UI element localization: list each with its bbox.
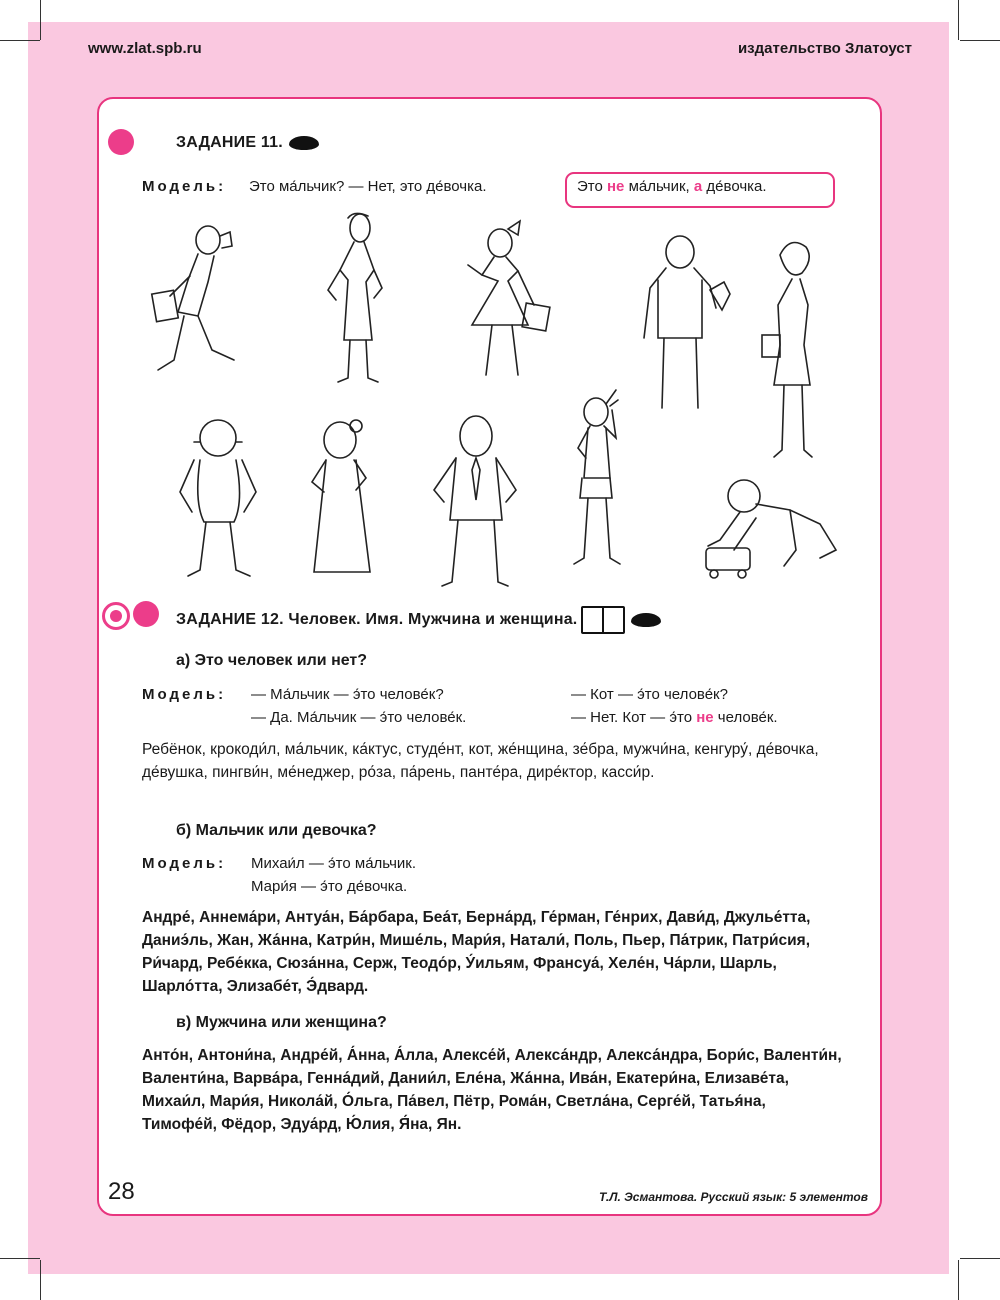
businessman-icon <box>424 410 524 590</box>
page-number: 28 <box>108 1178 135 1205</box>
crop-mark <box>958 0 959 40</box>
book-icon <box>581 606 625 634</box>
task12b-model-label: Модель: <box>142 855 227 872</box>
old-woman-icon <box>296 412 384 580</box>
task11-title: ЗАДАНИЕ 11. <box>176 134 319 152</box>
woman-dress-icon <box>318 210 388 385</box>
task12a-answer-2: — Нет. Кот — э́то не челове́к. <box>571 709 778 726</box>
task12b-example-2: Мари́я — э́то де́вочка. <box>251 878 408 895</box>
speaking-lips-icon <box>631 613 661 627</box>
speaking-lips-icon <box>289 136 319 150</box>
task12b-example-1: Михаи́л — э́то ма́льчик. <box>251 855 417 872</box>
task-bullet-icon <box>108 129 134 155</box>
boy-crawling-icon <box>700 470 840 580</box>
task12c-name-list: Анто́н, Антони́на, Андре́й, А́нна, А́лла, Алексе́й, Алекса́ндр, Алекса́ндра, Бори́с, Валенти́н, Валенти́на, Варва́ра, Генна́дий, Дании́л, Еле́на, Жа́нна, Ива́н, Екатери́на, Елизаве́та, Михаи́л, Мари́я, Никола́й, О́льга, Па́вел, Пётр, Рома́н, Светла́на, Серге́й, Татья́на, Тимофе́й, Фёдор, Эдуа́рд, Ю́лия, Я́на, Ян. <box>142 1047 842 1133</box>
crop-mark <box>0 40 40 41</box>
task-bullet-ring-icon <box>102 602 130 630</box>
task12a-question-1: — Ма́льчик — э́то челове́к? <box>251 686 444 703</box>
book-credit: Т.Л. Эсмантова. Русский язык: 5 элементов <box>599 1190 868 1204</box>
header-publisher: издательство Златоуст <box>737 40 912 57</box>
task-bullet-icon <box>133 601 159 627</box>
task11-model-answer: Это не ма́льчик, а де́вочка. <box>577 178 767 195</box>
crop-mark <box>40 0 41 40</box>
task12a-question-2: — Кот — э́то челове́к? <box>571 686 728 703</box>
crop-mark <box>960 1258 1000 1259</box>
header-url[interactable]: www.zlat.spb.ru <box>88 40 202 57</box>
girl-phone-icon <box>566 388 636 568</box>
girl-bow-bag-icon <box>462 215 552 385</box>
task12b-name-list: Андре́, Аннема́ри, Антуа́н, Ба́рбара, Беа́т, Берна́рд, Ге́рман, Ге́нрих, Дави́д, Джулье́тта, Даниэ́ль, Жан, Жа́нна, Катри́н, Мише́ль, Мари́я, Натали́, Поль, Пьер, Па́трик, Патри́сия, Ри́чард, Ребе́кка, Сюза́нна, Серж, Теодо́р, У́ильям, Франсуа́, Хеле́н, Ча́рли, Шарль, Шарло́тта, Элизабе́т, Э́двард. <box>142 909 811 995</box>
task12b-heading: б) Мальчик или девочка? <box>176 822 377 839</box>
task12a-word-list: Ребёнок, крокоди́л, ма́льчик, ка́ктус, студе́нт, кот, же́нщина, зе́бра, мужчи́на, кенгуру́, де́вочка, де́вушка, пингви́н, ме́неджер, ро́за, па́рень, панте́ра, дире́ктор, касси́р. <box>142 741 819 781</box>
task11-model-text: Это ма́льчик? — Нет, это де́вочка. <box>249 178 487 195</box>
old-man-icon <box>164 412 272 580</box>
crop-mark <box>0 1258 40 1259</box>
crop-mark <box>40 1260 41 1300</box>
task12a-answer-1: — Да. Ма́льчик — э́то челове́к. <box>251 709 467 726</box>
crop-mark <box>958 1260 959 1300</box>
man-phone-walking-icon <box>148 220 244 390</box>
crop-mark <box>960 40 1000 41</box>
task12c-heading: в) Мужчина или женщина? <box>176 1014 387 1031</box>
task12a-heading: а) Это человек или нет? <box>176 652 368 669</box>
woman-handbag-icon <box>760 235 830 460</box>
task12a-model-label: Модель: <box>142 686 227 703</box>
task12-title: ЗАДАНИЕ 12. Человек. Имя. Мужчина и женщина. <box>176 606 661 634</box>
task11-model-label: Модель: <box>142 178 227 195</box>
man-flowers-icon <box>636 228 740 413</box>
